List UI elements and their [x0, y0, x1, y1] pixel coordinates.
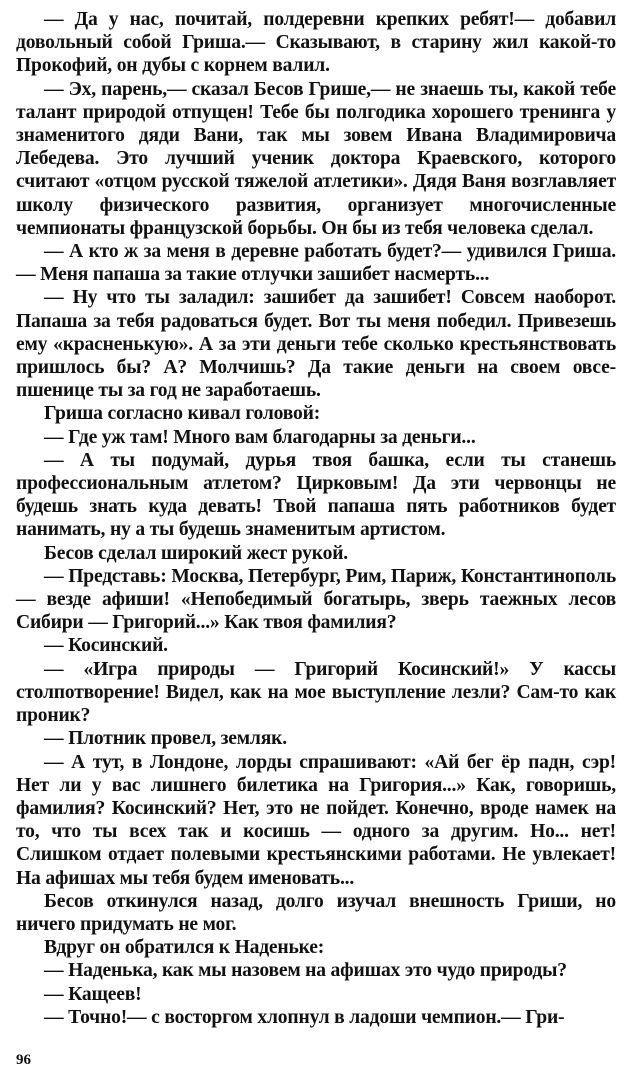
paragraph: Вдруг он обратился к Наденьке: [44, 937, 325, 959]
paragraph: — Точно!— с восторгом хлопнул в ладоши чемпион.— Гри- [44, 1006, 565, 1028]
paragraph: — Косинский. [44, 635, 168, 657]
body-text [16, 8, 616, 1029]
paragraph: — Наденька, как мы назовем на афишах это чудо природы? [44, 960, 567, 982]
paragraph: — Плотник провел, земляк. [44, 728, 287, 750]
paragraph: — Кащеев! [44, 983, 142, 1005]
page-number: 96 [16, 1052, 31, 1068]
paragraph: Бесов откинулся назад, долго изучал внешность Гриши, но ничего придумать не мог. [16, 890, 616, 935]
paragraph: — А ты подумай, дурья твоя башка, если ты станешь профессиональным атлетом? Цирковым! Да эти червонцы не будешь знать куда девать! Твой папаша пять работников будет нанимать, ну а ты будешь знаменитым артистом. [16, 449, 616, 541]
paragraph: — Представь: Москва, Петербург, Рим, Париж, Константинополь — везде афиши! «Непобедимый богатырь, зверь таежных лесов Сибири — Григорий...» Как твоя фамилия? [16, 565, 616, 634]
paragraph: — «Игра природы — Григорий Косинский!» У кассы столпотворение! Видел, как на мое выступление лезли? Сам-то как проник? [16, 658, 616, 727]
paragraph: — Эх, парень,— сказал Бесов Грише,— не знаешь ты, какой тебе талант природой отпущен! Тебе бы полгодика хорошего тренинга у знаменитого дяди Вани, так мы зовем Ивана Владимировича Лебедева. Это лучший ученик доктора Краевского, которого считают «отцом русской тяжелой атлетики». Дядя Ваня возглавляет школу физического развития, организует многочисленные чемпионаты французской борьбы. Он бы из тебя человека сделал. [16, 78, 616, 239]
paragraph: Бесов сделал широкий жест рукой. [44, 542, 348, 564]
paragraph: — А тут, в Лондоне, лорды спрашивают: «Ай бег ёр падн, сэр! Нет ли у вас лишнего билетика на Григория...» Как, говоришь, фамилия? Косинский? Нет, это не пойдет. Конечно, вроде намек на то, что ты всех так и косишь — одного за другим. Но... нет! Слишком отдает полевыми крестьянскими работами. Не увлекает! На афишах мы тебя будем именовать... [16, 751, 616, 889]
paragraph: — Да у нас, почитай, полдеревни крепких ребят!— добавил довольный собой Гриша.— Сказывают, в старину жил какой-то Прокофий, он дубы с корнем валил. [16, 9, 616, 77]
paragraph: — Где уж там! Много вам благодарны за деньги... [44, 426, 476, 448]
paragraph: Гриша согласно кивал головой: [44, 403, 321, 425]
paragraph: — А кто ж за меня в деревне работать будет?— удивился Гриша.— Меня папаша за такие отлучки зашибет насмерть... [16, 241, 616, 286]
paragraph: — Ну что ты заладил: зашибет да зашибет! Совсем наоборот. Папаша за тебя радоваться будет. Вот ты меня победил. Привезешь ему «красненькую». А за эти деньги тебе сколько крестьянствовать пришлось бы? А? Молчишь? Да такие деньги на своем овсе-пшенице ты за год не заработаешь. [16, 287, 616, 402]
